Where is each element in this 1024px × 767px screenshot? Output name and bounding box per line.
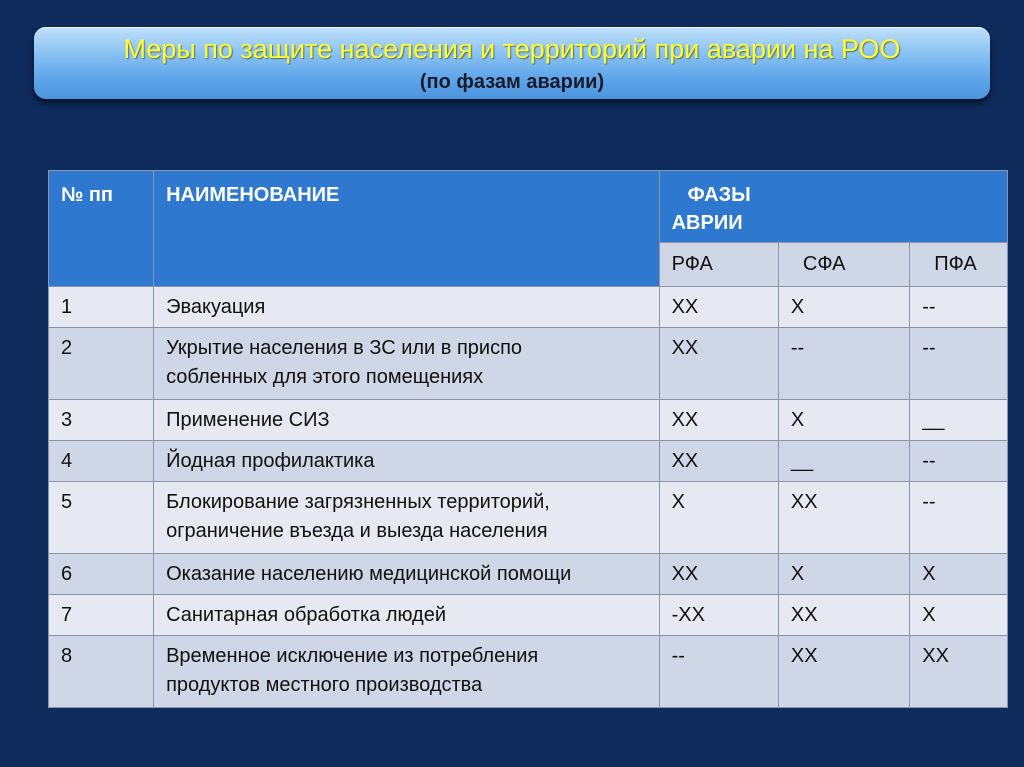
cell-name-line: Оказание населению медицинской помощи [166, 563, 572, 585]
cell-name-line: Санитарная обработка людей [166, 604, 447, 626]
cell-name-line: Укрытие населения в ЗС или в приспо [166, 337, 523, 359]
cell-rfa: XX [659, 328, 778, 400]
cell-pfa: -- [910, 441, 1008, 482]
header-num: № пп [49, 171, 154, 287]
cell-num: 2 [49, 328, 154, 400]
cell-rfa: -- [659, 636, 778, 708]
cell-name [154, 287, 660, 328]
cell-sfa: X [778, 554, 909, 595]
cell-name [154, 636, 660, 708]
cell-name-line: собленных для этого помещениях [166, 366, 484, 388]
cell-sfa: XX [778, 636, 909, 708]
table-row [49, 328, 1008, 400]
table-row [49, 400, 1008, 441]
table-row [49, 441, 1008, 482]
cell-num: 3 [49, 400, 154, 441]
table-row [49, 554, 1008, 595]
cell-num: 5 [49, 482, 154, 554]
title-box [34, 27, 990, 99]
header-pfa: ПФА [910, 243, 1008, 287]
phases-table [48, 170, 1008, 708]
cell-sfa: X [778, 400, 909, 441]
cell-sfa: XX [778, 482, 909, 554]
header-phases [659, 171, 1007, 243]
cell-name [154, 328, 660, 400]
cell-name-line: Блокирование загрязненных территорий, [166, 491, 550, 513]
table-header-row [49, 171, 1008, 243]
cell-name-line: продуктов местного производства [166, 674, 483, 696]
header-sfa: СФА [778, 243, 909, 287]
cell-pfa: X [910, 595, 1008, 636]
table-row [49, 482, 1008, 554]
cell-name [154, 554, 660, 595]
cell-name [154, 400, 660, 441]
cell-rfa: XX [659, 287, 778, 328]
cell-pfa: -- [910, 328, 1008, 400]
cell-rfa: -XX [659, 595, 778, 636]
cell-pfa: -- [910, 482, 1008, 554]
cell-name [154, 482, 660, 554]
cell-rfa: XX [659, 554, 778, 595]
cell-name-line: Применение СИЗ [166, 409, 330, 431]
cell-name [154, 441, 660, 482]
cell-sfa: XX [778, 595, 909, 636]
cell-name-line: Эвакуация [166, 296, 266, 318]
cell-name-line: ограничение въезда и выезда населения [166, 520, 548, 542]
cell-num: 4 [49, 441, 154, 482]
table-row [49, 636, 1008, 708]
cell-pfa: -- [910, 287, 1008, 328]
cell-num: 8 [49, 636, 154, 708]
cell-num: 1 [49, 287, 154, 328]
cell-sfa: X [778, 287, 909, 328]
cell-name-line: Временное исключение из потребления [166, 645, 539, 667]
cell-pfa: XX [910, 636, 1008, 708]
header-phases-line2: АВРИИ [671, 212, 743, 234]
cell-name-line: Йодная профилактика [166, 450, 375, 472]
slide-subtitle: (по фазам аварии) [419, 71, 605, 93]
cell-name [154, 595, 660, 636]
table-row [49, 595, 1008, 636]
cell-num: 6 [49, 554, 154, 595]
cell-rfa: XX [659, 441, 778, 482]
cell-pfa: __ [910, 400, 1008, 441]
cell-pfa: X [910, 554, 1008, 595]
header-phases-line1: ФАЗЫ [687, 184, 751, 206]
cell-rfa: X [659, 482, 778, 554]
table-row [49, 287, 1008, 328]
cell-sfa: __ [778, 441, 909, 482]
slide-title: Меры по защите населения и территорий при аварии на РОО [123, 34, 901, 64]
cell-num: 7 [49, 595, 154, 636]
header-rfa: РФА [659, 243, 778, 287]
header-name: НАИМЕНОВАНИЕ [154, 171, 660, 287]
cell-sfa: -- [778, 328, 909, 400]
cell-rfa: XX [659, 400, 778, 441]
